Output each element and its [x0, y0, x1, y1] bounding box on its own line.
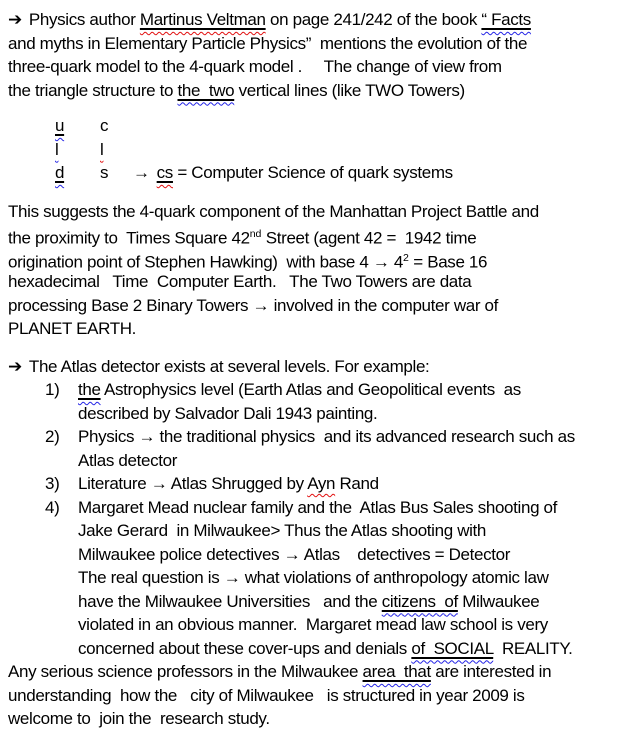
term-the-two: the two	[177, 80, 235, 100]
text-segment: concerned about these cover-ups and denials	[78, 638, 412, 658]
manhattan-paragraph	[8, 200, 638, 341]
arrow-right-icon: →	[133, 163, 150, 182]
text-line	[8, 223, 638, 247]
text-segment: Literature → Atlas Shrugged by	[78, 474, 308, 493]
list-item-continuation	[8, 637, 638, 661]
term-the: the	[78, 380, 101, 399]
text-line	[8, 247, 638, 271]
text-segment: The Atlas detector exists at several levels. For example:	[28, 356, 430, 376]
list-item	[8, 378, 638, 402]
spacer	[8, 185, 638, 200]
list-item-continuation	[8, 590, 638, 614]
text-segment: Milwaukee	[457, 591, 540, 611]
list-number: 4)	[45, 497, 60, 517]
text-segment: the proximity to Times Square 42	[8, 228, 250, 248]
term-area-that: area that	[362, 662, 431, 681]
list-number: 3)	[45, 474, 60, 493]
list-item	[8, 496, 638, 520]
text-line: PLANET EARTH.	[8, 319, 137, 338]
quark-bar-left: l	[55, 139, 59, 159]
quark-c: c	[100, 116, 109, 135]
list-number: 1)	[45, 380, 60, 399]
text-segment: = Computer Science of quark systems	[172, 163, 453, 182]
term-cs: cs	[156, 163, 173, 182]
text-segment: REALITY.	[493, 638, 573, 658]
quark-bar-right: l	[100, 139, 104, 159]
text-line: processing Base 2 Binary Towers → involved in the computer war of	[8, 295, 499, 315]
quark-row-bars	[8, 138, 638, 162]
superscript: 2	[403, 251, 409, 264]
quark-row-bottom	[8, 161, 638, 185]
text-line: and myths in Elementary Particle Physics” mentions the evolution of the	[8, 33, 528, 53]
text-line: hexadecimal Time Computer Earth. The Two Towers are data	[8, 272, 472, 291]
text-segment: Physics → the traditional physics and its advanced research such as	[78, 427, 575, 446]
list-item-continuation: Atlas detector	[78, 450, 178, 470]
list-item-continuation: The real question is → what violations of anthropology atomic law	[78, 568, 549, 587]
text-line: understanding how the city of Milwaukee is structured in year 2009 is	[8, 685, 525, 705]
text-line: This suggests the 4-quark component of the Manhattan Project Battle and	[8, 201, 539, 221]
list-number: 2)	[45, 427, 60, 446]
atlas-heading	[8, 355, 638, 379]
text-line	[8, 660, 638, 684]
text-line	[8, 79, 638, 103]
intro-paragraph	[8, 8, 638, 102]
list-item-continuation: Jake Gerard in Milwaukee> Thus the Atlas shooting with	[78, 521, 487, 540]
text-segment: origination point of Stephen Hawking) with base 4 → 4	[8, 252, 404, 272]
text-segment: Margaret Mead nuclear family and the Atlas Bus Sales shooting of	[78, 497, 558, 517]
spacer	[8, 102, 638, 114]
text-segment: = Base 16	[408, 252, 488, 272]
superscript: nd	[249, 228, 262, 240]
list-item-continuation: described by Salvador Dali 1943 painting.	[78, 403, 378, 423]
arrow-bullet-icon: ➔	[8, 10, 22, 29]
term-ayn: Ayn	[307, 474, 336, 493]
arrow-bullet-icon: ➔	[8, 356, 22, 376]
atlas-list	[8, 378, 638, 660]
quark-u: u	[55, 116, 65, 135]
text-segment: vertical lines (like TWO Towers)	[234, 80, 465, 100]
term-martinus-veltman: Martinus Veltman	[139, 10, 266, 29]
text-segment: Rand	[335, 474, 379, 493]
atlas-section	[8, 355, 638, 661]
text-line: three-quark model to the 4-quark model . The change of view from	[8, 57, 502, 76]
spacer	[8, 341, 638, 355]
closing-paragraph	[8, 660, 638, 731]
list-item-continuation: violated in an obvious manner. Margaret mead law school is very	[78, 615, 548, 634]
list-item-continuation: Milwaukee police detectives → Atlas detectives = Detector	[78, 544, 511, 564]
term-facts: “ Facts	[481, 10, 531, 29]
text-segment: Physics author	[28, 10, 140, 29]
quark-row-top	[8, 114, 638, 138]
text-line	[8, 8, 638, 32]
text-segment: are interested in	[430, 662, 552, 681]
list-item	[8, 472, 638, 496]
text-segment: have the Milwaukee Universities and the	[78, 591, 382, 611]
quark-s: s	[100, 163, 109, 182]
text-line: welcome to join the research study.	[8, 709, 270, 728]
text-segment: Street (agent 42 = 1942 time	[261, 228, 477, 248]
quark-diagram	[8, 114, 638, 185]
text-segment: Astrophysics level (Earth Atlas and Geopolitical events as	[100, 380, 521, 399]
term-of-social: of SOCIAL	[411, 638, 494, 658]
text-segment: Any serious science professors in the Milwaukee	[8, 662, 363, 681]
term-citizens-of: citizens of	[381, 591, 458, 611]
text-segment: on page 241/242 of the book	[265, 10, 482, 29]
list-item	[8, 425, 638, 449]
text-segment: the triangle structure to	[8, 80, 178, 100]
quark-d: d	[55, 163, 65, 182]
